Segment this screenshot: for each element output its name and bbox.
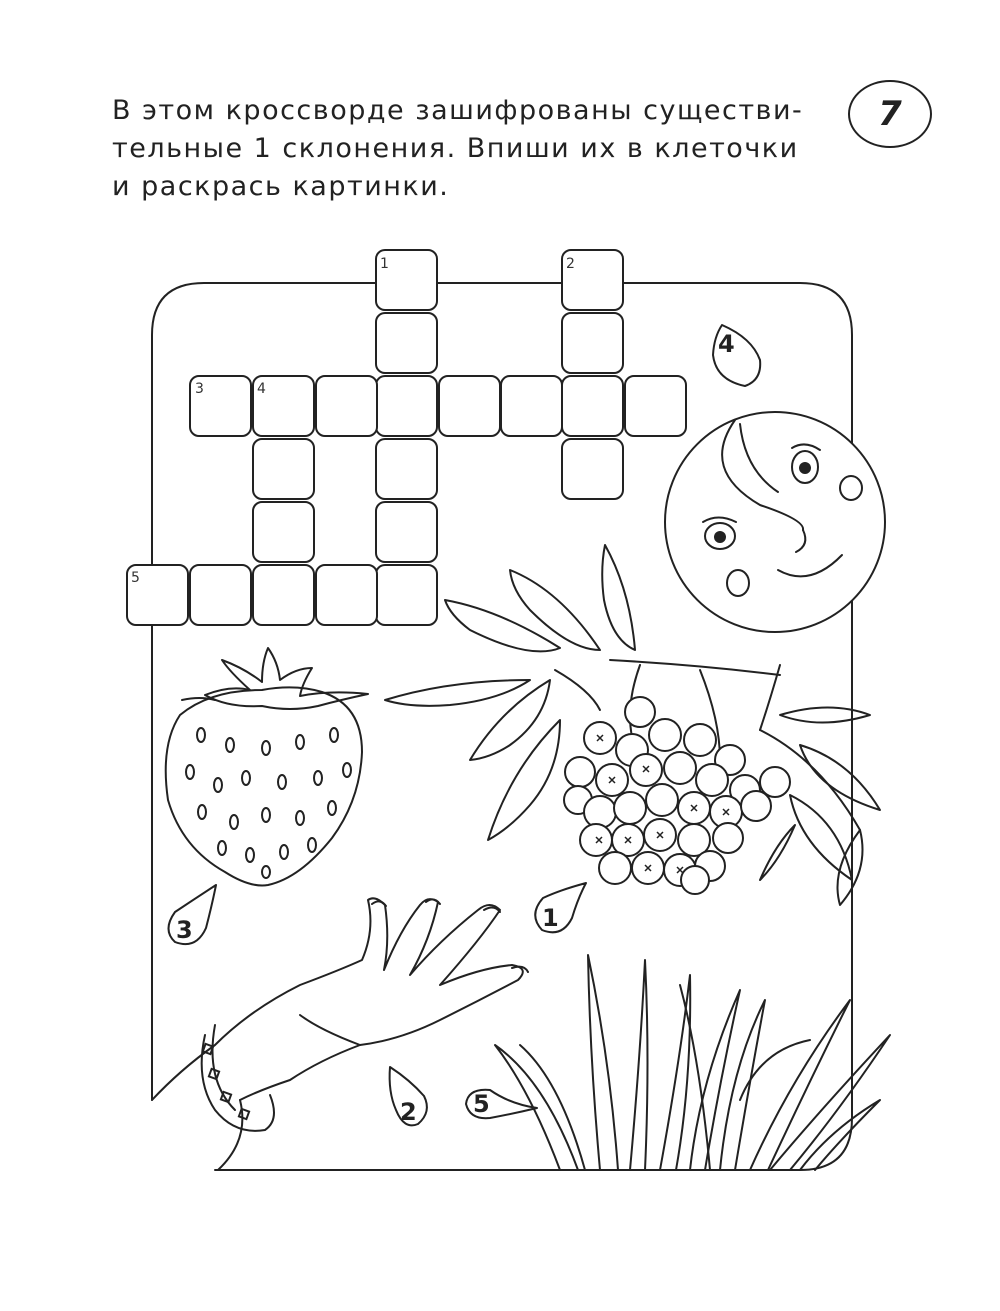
crossword-cell[interactable] [562,439,623,499]
svg-text:3: 3 [176,916,193,944]
crossword-cell[interactable] [316,565,377,625]
instructions-line-1: В этом кроссворде зашифрованы существи- [112,95,804,126]
crossword-cell[interactable] [253,565,314,625]
crossword-cell[interactable] [376,439,437,499]
hand-icon [152,898,528,1170]
clue-number-5: 5 [131,570,140,586]
instructions-line-3: и раскрась картинки. [112,171,450,202]
crossword-cell[interactable] [562,376,623,436]
moon-icon [665,412,885,632]
drop-label-4 [713,325,760,386]
crossword-cell[interactable] [376,313,437,373]
crossword-cell[interactable] [190,565,251,625]
clue-number-1: 1 [380,256,389,272]
instructions-line-2: тельные 1 склонения. Впиши их в клеточки [112,133,799,164]
strawberry-icon [166,648,368,885]
grass-icon [495,955,890,1170]
svg-text:2: 2 [400,1098,417,1126]
crossword-cell[interactable] [625,376,686,436]
crossword-cell[interactable] [562,313,623,373]
clue-number-3: 3 [195,381,204,397]
page-number: 7 [878,94,902,134]
crossword-cell[interactable] [376,376,437,436]
svg-text:5: 5 [473,1090,490,1118]
drop-label-2 [390,1067,427,1126]
crossword-cell[interactable] [376,502,437,562]
crossword-cell[interactable] [501,376,562,436]
drop-label-1 [535,883,586,932]
drop-label-3 [169,885,217,944]
svg-text:1: 1 [542,904,559,932]
crossword-cell[interactable] [439,376,500,436]
crossword-cell[interactable] [316,376,377,436]
clue-number-4: 4 [257,381,266,397]
svg-text:4: 4 [718,330,735,358]
crossword-cell[interactable] [376,565,437,625]
crossword-cell[interactable] [253,439,314,499]
clue-number-2: 2 [566,256,575,272]
crossword-cell[interactable] [253,502,314,562]
